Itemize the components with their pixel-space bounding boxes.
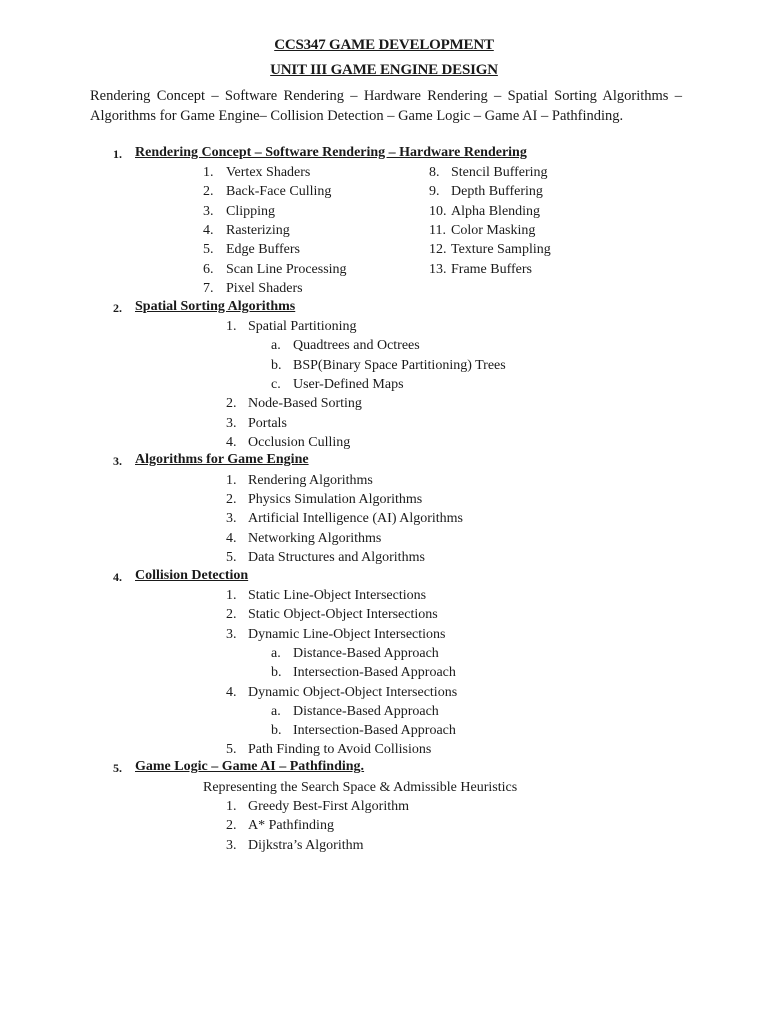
list-item: Stencil Buffering (451, 165, 548, 180)
list-item-number: 2. (226, 818, 237, 834)
list-item: Alpha Blending (451, 203, 541, 219)
list-item: Quadtrees and Octrees (293, 338, 420, 354)
section-title: Game Logic – Game AI – Pathfinding. (135, 759, 365, 774)
list-item: Dynamic Line-Object Intersections (248, 626, 446, 642)
section-title: Rendering Concept – Software Rendering – Hardware Rendering (135, 145, 527, 160)
list-item: Physics Simulation Algorithms (248, 492, 423, 508)
list-item: Rasterizing (226, 222, 290, 238)
list-item: Occlusion Culling (248, 434, 351, 450)
section-title: Collision Detection (135, 568, 249, 583)
list-item-number: 12. (429, 242, 447, 258)
list-item-number: b. (271, 723, 282, 739)
list-item-number: 3. (226, 415, 237, 431)
list-item: Intersection-Based Approach (293, 665, 456, 681)
list-item: Artificial Intelligence (AI) Algorithms (248, 511, 463, 527)
list-item-number: 10. (429, 203, 447, 219)
list-item-number: 6. (203, 261, 214, 277)
list-item: A* Pathfinding (248, 818, 334, 834)
list-item: Depth Buffering (451, 184, 543, 200)
list-item: Rendering Algorithms (248, 473, 373, 488)
list-item: Intersection-Based Approach (293, 723, 456, 739)
list-item-number: 4. (226, 434, 237, 450)
list-item: Static Object-Object Intersections (248, 607, 438, 623)
list-item: Frame Buffers (451, 261, 532, 277)
list-item-number: 4. (203, 222, 214, 238)
list-item: Static Line-Object Intersections (248, 588, 427, 603)
list-item: Spatial Partitioning (248, 319, 357, 334)
list-item: Dynamic Object-Object Intersections (248, 684, 458, 700)
list-item-number: c. (271, 376, 281, 392)
list-item: Portals (248, 415, 287, 431)
list-item: Node-Based Sorting (248, 396, 362, 412)
list-item-number: 5. (226, 549, 237, 565)
list-item-number: 1. (226, 799, 237, 814)
list-item-number: a. (271, 338, 281, 354)
document-subtitle: UNIT III GAME ENGINE DESIGN (270, 62, 498, 78)
list-item-number: 3. (203, 203, 214, 219)
section-number: 2. (113, 301, 122, 315)
list-item: Greedy Best-First Algorithm (248, 799, 409, 814)
list-item: BSP(Binary Space Partitioning) Trees (293, 357, 506, 373)
list-item-number: 13. (429, 261, 447, 277)
list-item-number: 2. (226, 607, 237, 623)
list-item: Edge Buffers (226, 242, 300, 258)
list-item-number: 2. (226, 396, 237, 412)
list-item-number: 3. (226, 837, 237, 853)
list-item: Texture Sampling (451, 242, 551, 258)
list-item-number: a. (271, 703, 281, 719)
list-item-number: 5. (203, 242, 214, 258)
list-item: Dijkstra’s Algorithm (248, 837, 364, 853)
section-number: 4. (113, 570, 122, 584)
list-item: Networking Algorithms (248, 530, 382, 546)
section-lead-text: Representing the Search Space & Admissible Heuristics (203, 780, 518, 795)
list-item-number: 1. (226, 588, 237, 603)
list-item-number: 1. (226, 473, 237, 488)
list-item: Path Finding to Avoid Collisions (248, 742, 432, 758)
section-title: Spatial Sorting Algorithms (135, 299, 296, 314)
list-item: Color Masking (451, 222, 536, 238)
section-number: 5. (113, 761, 122, 775)
list-item: Distance-Based Approach (293, 645, 439, 661)
list-item-number: 9. (429, 184, 440, 200)
list-item: Back-Face Culling (226, 184, 332, 200)
list-item-number: 7. (203, 280, 214, 296)
list-item: Data Structures and Algorithms (248, 549, 425, 565)
section-title: Algorithms for Game Engine (135, 452, 309, 467)
list-item: Scan Line Processing (226, 261, 347, 277)
list-item-number: 5. (226, 742, 237, 758)
list-item: Clipping (226, 203, 276, 219)
list-item-number: 4. (226, 684, 237, 700)
section-number: 1. (113, 147, 122, 161)
list-item: User-Defined Maps (293, 376, 404, 392)
list-item: Pixel Shaders (226, 280, 303, 296)
list-item-number: 11. (429, 222, 446, 238)
list-item-number: 3. (226, 511, 237, 527)
list-item-number: b. (271, 357, 282, 373)
list-item-number: 1. (203, 165, 214, 180)
list-item-number: 1. (226, 319, 237, 334)
list-item-number: 4. (226, 530, 237, 546)
list-item-number: 2. (226, 492, 237, 508)
list-item-number: a. (271, 645, 281, 661)
list-item: Distance-Based Approach (293, 703, 439, 719)
intro-paragraph: Rendering Concept – Software Rendering – Hardware Rendering – Spatial Sorting Algorithms – Algorithms for Game Engine– Collision Detection – Game Logic – Game AI – Pathfinding. (90, 88, 682, 124)
list-item-number: 2. (203, 184, 214, 200)
list-item-number: 8. (429, 165, 440, 180)
list-item: Vertex Shaders (226, 165, 311, 180)
list-item-number: 3. (226, 626, 237, 642)
document-title: CCS347 GAME DEVELOPMENT (274, 37, 494, 53)
list-item-number: b. (271, 665, 282, 681)
section-number: 3. (113, 454, 122, 468)
